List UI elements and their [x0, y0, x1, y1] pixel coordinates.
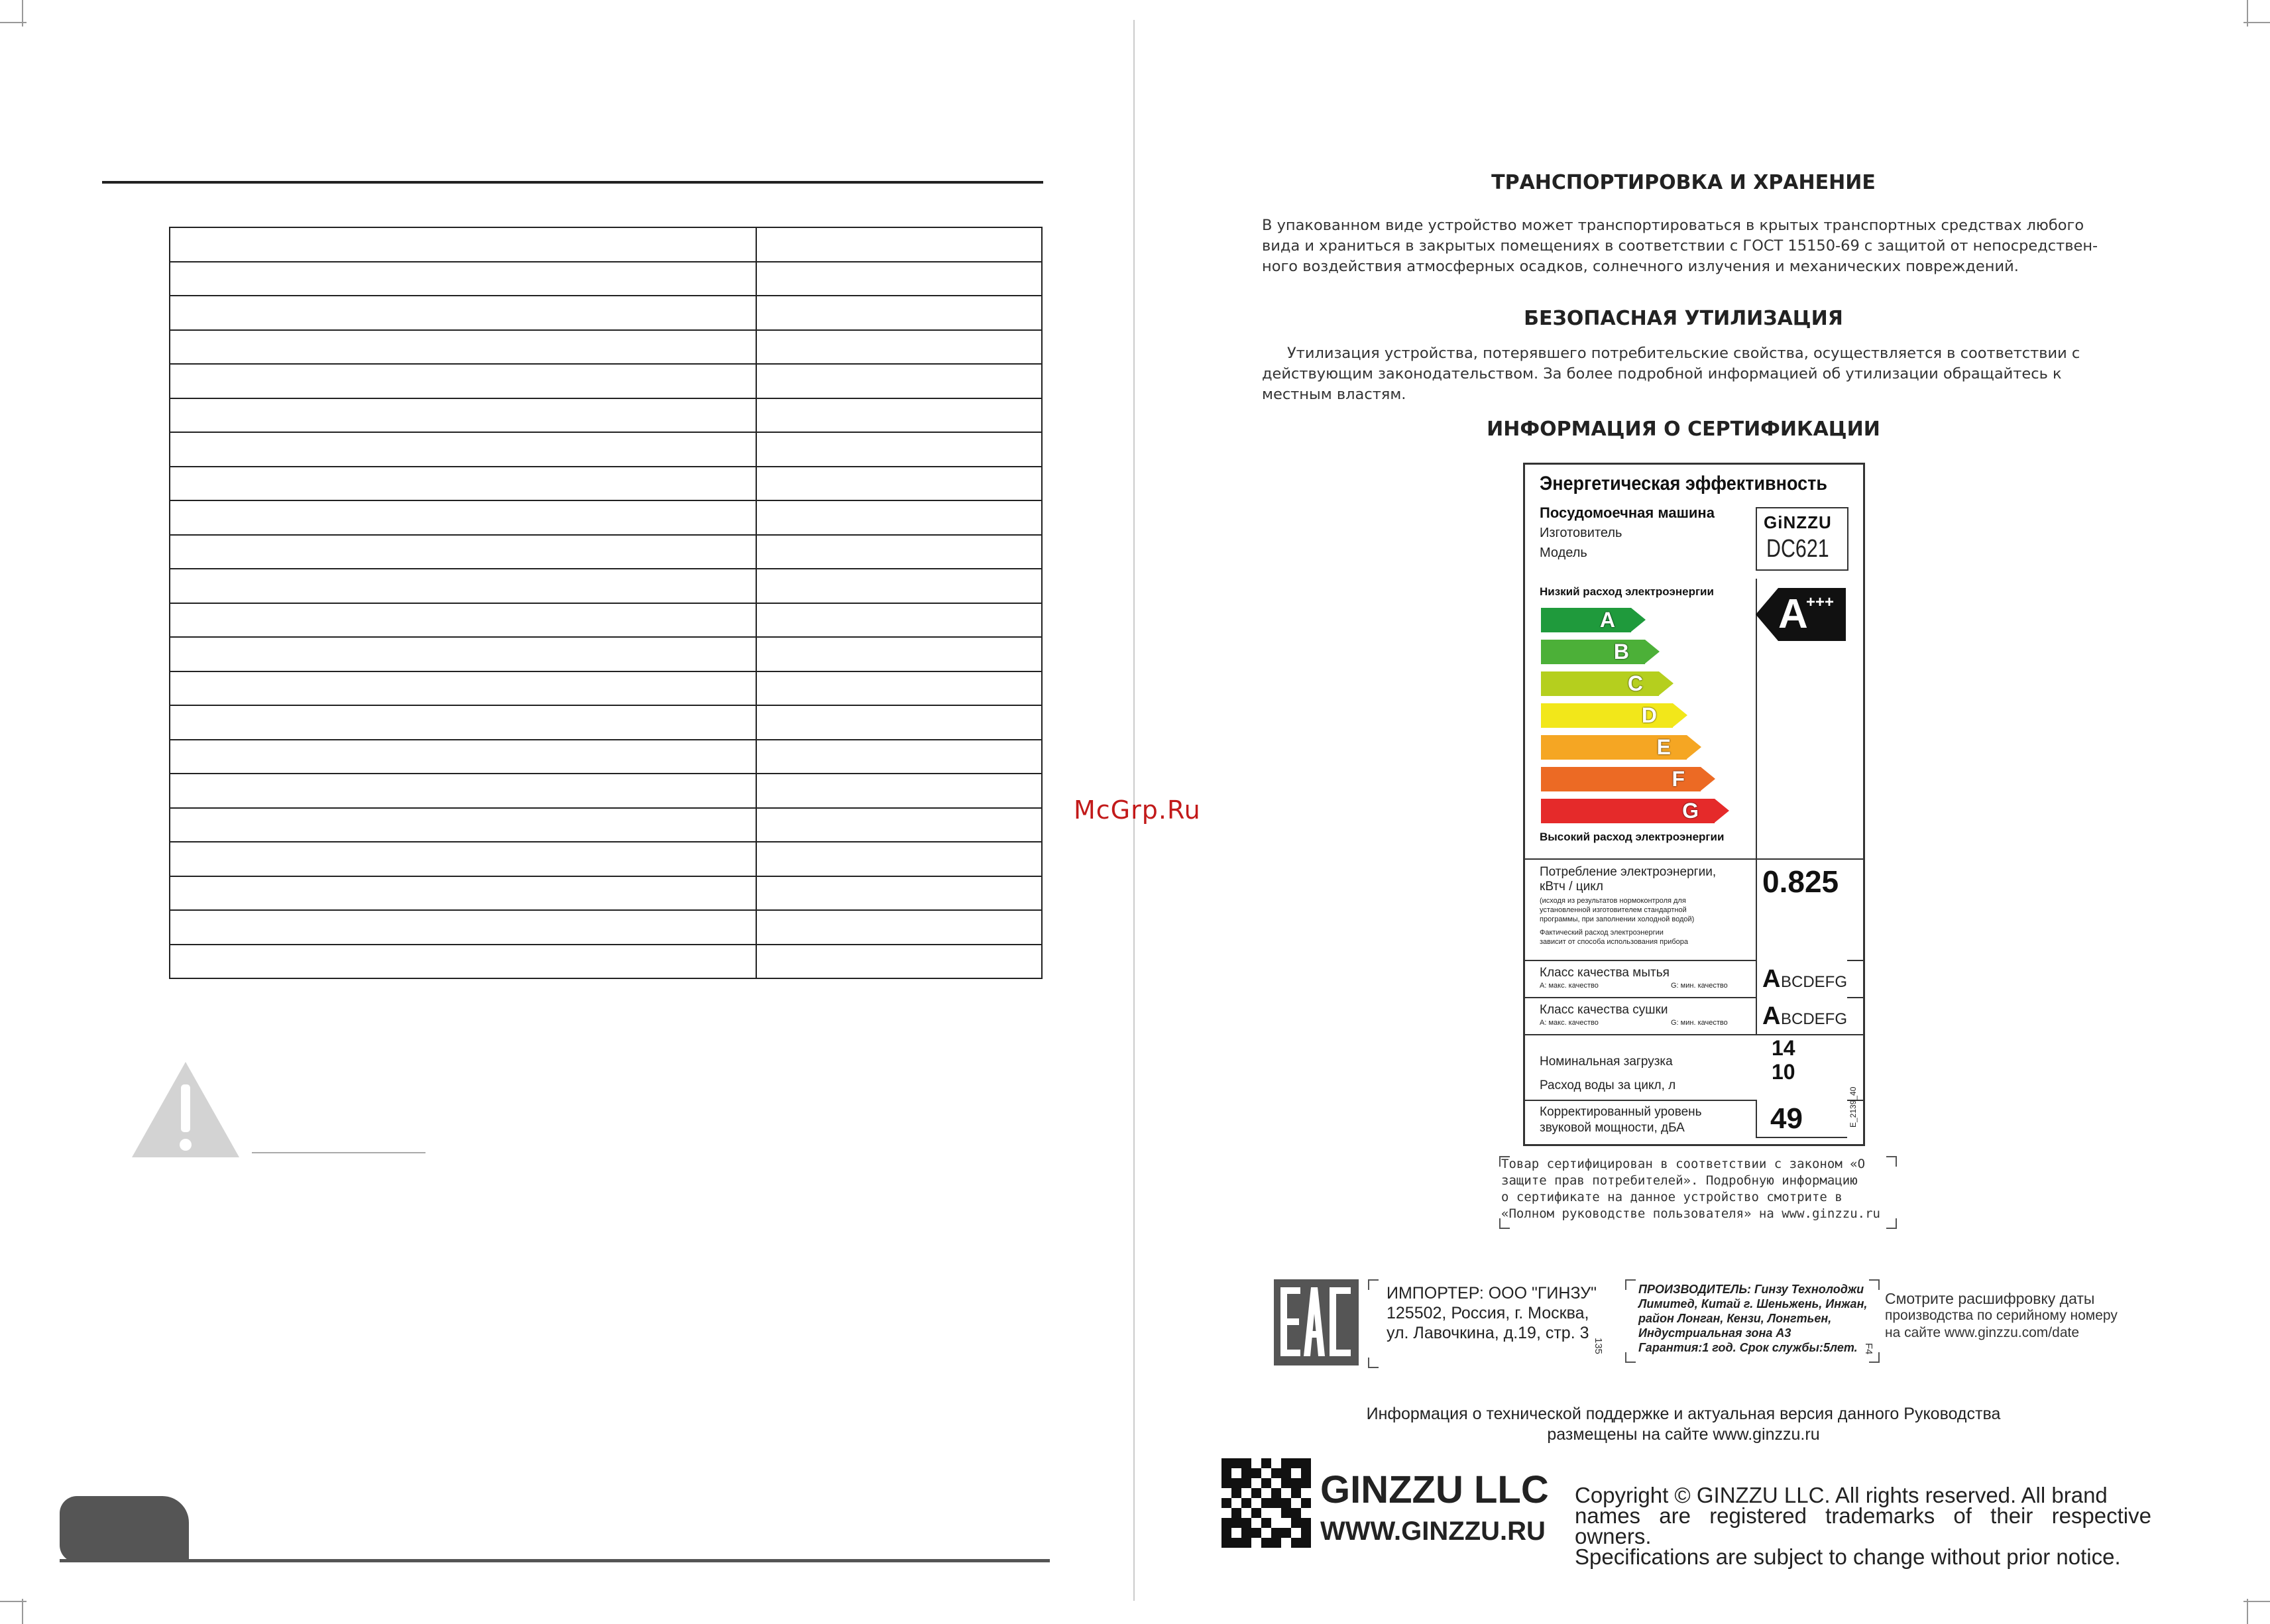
transport-text: [1262, 215, 2106, 277]
divider: [1525, 1034, 1863, 1035]
corner-mark: [1368, 1279, 1379, 1290]
text-line: местным властям.: [1262, 386, 1406, 403]
table-row: [170, 432, 1042, 467]
class-letter: F: [1672, 767, 1685, 791]
text-line: Индустриальная зона А3: [1638, 1326, 1791, 1340]
transport-heading: ТРАНСПОРТИРОВКА И ХРАНЕНИЕ: [1491, 171, 1876, 194]
text-line: ПРОИЗВОДИТЕЛЬ: Гинзу Технолоджи: [1638, 1283, 1864, 1296]
label-title: Энергетическая эффективность: [1540, 473, 1827, 494]
consumption-note: зависит от способа использования прибора: [1540, 938, 1689, 946]
table-row: [170, 227, 1042, 262]
class-bar-a: [1541, 608, 1631, 632]
class-letter: C: [1627, 671, 1643, 695]
corner-mark: [1625, 1279, 1636, 1290]
crop-mark: [22, 0, 23, 27]
text-line: «Полном руководстве пользователя» на www.ginzzu.ru: [1501, 1206, 1880, 1221]
importer-info: [1387, 1283, 1597, 1343]
text-line: район Лонган, Кензи, Лонгтьен,: [1638, 1312, 1832, 1325]
text-line: Specifications are subject to change without prior notice.: [1575, 1544, 2121, 1569]
certification-heading: ИНФОРМАЦИЯ О СЕРТИФИКАЦИИ: [1487, 418, 1880, 441]
text-line: производства по серийному номеру: [1885, 1308, 2118, 1323]
text-line: 125502, Россия, г. Москва,: [1387, 1304, 1589, 1322]
watermark: McGrp.Ru: [1074, 795, 1201, 825]
table-row: [170, 569, 1042, 603]
text-line: Лимитед, Китай г. Шеньжень, Инжан,: [1638, 1297, 1868, 1310]
table-row: [170, 262, 1042, 296]
rating-arrow: [1756, 588, 1846, 641]
warning-icon: [131, 1061, 241, 1159]
class-bar-b: [1541, 640, 1645, 664]
drying-box: [1756, 997, 1847, 1034]
class-letter: D: [1641, 703, 1657, 727]
brand-box: [1756, 507, 1848, 571]
rating-letter: A: [1778, 591, 1808, 637]
class-letter: A: [1599, 608, 1615, 632]
class-bar-f: [1541, 767, 1701, 791]
table-row: [170, 467, 1042, 501]
text-line: ИМПОРТЕР: ООО "ГИНЗУ": [1387, 1284, 1597, 1303]
support-info: [1259, 1404, 2108, 1445]
table-row: [170, 910, 1042, 945]
low-consumption-label: Низкий расход электроэнергии: [1540, 585, 1714, 598]
drying-scale-left: A: макс. качество: [1540, 1019, 1599, 1027]
class-letter: B: [1613, 640, 1629, 664]
text-line: names are registered trademarks of their respective owners.: [1575, 1503, 2151, 1548]
disposal-heading: БЕЗОПАСНАЯ УТИЛИЗАЦИЯ: [1524, 307, 1843, 330]
consumption-note: Фактический расход электроэнергии: [1540, 929, 1664, 937]
consumption-box: [1756, 860, 1847, 960]
drying-scale-right: G: мин. качество: [1671, 1019, 1728, 1027]
drying-class-rest: BCDEFG: [1781, 1010, 1848, 1028]
text-line: В упакованном виде устройство может транспортироваться в крытых транспортных средствах любого: [1262, 217, 2084, 234]
date-note: [1885, 1290, 2118, 1342]
consumption-unit: кВтч / цикл: [1540, 880, 1603, 894]
copyright-text: [1575, 1485, 2151, 1567]
rating-plus: +++: [1806, 593, 1835, 611]
consumption-value: 0.825: [1762, 864, 1839, 899]
table-row: [170, 740, 1042, 774]
text-line: ул. Лавочкина, д.19, стр. 3: [1387, 1324, 1589, 1342]
model-label: Модель: [1540, 546, 1587, 560]
text-line: Смотрите расшифровку даты: [1885, 1290, 2095, 1307]
class-bar-e: [1541, 735, 1687, 760]
noise-label: Корректированный уровень: [1540, 1105, 1702, 1119]
washing-class-rest: BCDEFG: [1781, 973, 1848, 991]
consumption-label: Потребление электроэнергии,: [1540, 865, 1717, 879]
table-row: [170, 945, 1042, 979]
text-line: ного воздействия атмосферных осадков, солнечного излучения и механических повреждений.: [1262, 258, 2019, 275]
table-row: [170, 296, 1042, 330]
text-line: Copyright © GINZZU LLC. All rights reserved. All brand: [1575, 1483, 2108, 1507]
table-row: [170, 603, 1042, 638]
table-row: [170, 774, 1042, 808]
model-value: DC621: [1766, 535, 1829, 563]
drying-class-first: A: [1762, 1002, 1781, 1030]
table-row: [170, 500, 1042, 535]
text-line: Информация о технической поддержке и актуальная версия данного Руководства: [1366, 1405, 2001, 1423]
table-row: [170, 671, 1042, 706]
corner-mark: [1368, 1358, 1379, 1368]
text-line: вида и храниться в закрытых помещениях в соответствии с ГОСТ 15150-69 с защитой от непосредствен-: [1262, 237, 2098, 255]
brand-logo: GiNZZU: [1764, 512, 1832, 532]
table-row: [170, 808, 1042, 842]
text-line: размещены на сайте www.ginzzu.ru: [1547, 1425, 1820, 1444]
washing-label: Класс качества мытья: [1540, 966, 1670, 980]
text-line: Утилизация устройства, потерявшего потребительские свойства, осуществляется в соответствии с: [1287, 345, 2080, 362]
spec-table: [169, 227, 1043, 979]
consumption-note: (исходя из результатов нормоконтроля для: [1540, 897, 1686, 905]
page-number-tab: [60, 1496, 189, 1562]
washing-scale-left: A: макс. качество: [1540, 982, 1599, 990]
crop-mark: [2247, 0, 2248, 27]
text-line: о сертификате на данное устройство смотрите в: [1501, 1190, 1843, 1204]
consumption-note: установленной изготовителем стандартной: [1540, 906, 1687, 914]
consumption-note: программы, при заполнении холодной водой): [1540, 915, 1695, 923]
washing-box: [1756, 960, 1847, 997]
table-row: [170, 535, 1042, 569]
corner-mark: [1869, 1279, 1880, 1290]
energy-label: [1523, 463, 1865, 1146]
text-line: Товар сертифицирован в соответствии с законом «О: [1501, 1157, 1866, 1171]
class-bar-d: [1541, 703, 1673, 728]
table-row: [170, 637, 1042, 671]
company-site: WWW.GINZZU.RU: [1320, 1517, 1546, 1546]
drying-label: Класс качества сушки: [1540, 1003, 1668, 1017]
table-row: [170, 330, 1042, 365]
capacity-label: Номинальная загрузка: [1540, 1055, 1673, 1069]
disposal-text: [1262, 343, 2106, 405]
high-consumption-label: Высокий расход электроэнергии: [1540, 831, 1725, 843]
appliance-type: Посудомоечная машина: [1540, 504, 1715, 521]
class-letter: E: [1656, 735, 1671, 759]
table-row: [170, 705, 1042, 740]
capacity-value: 14: [1772, 1036, 1795, 1060]
water-label: Расход воды за цикл, л: [1540, 1078, 1676, 1092]
company-name: GINZZU LLC: [1320, 1468, 1549, 1511]
text-line: защите прав потребителей». Подробную информацию: [1501, 1173, 1858, 1188]
noise-label: звуковой мощности, дБА: [1540, 1121, 1685, 1135]
text-line: действующим законодательством. За более подробной информацией об утилизации обращайтесь к: [1262, 365, 2062, 382]
qr-code-icon: [1221, 1458, 1311, 1548]
importer-code: 135: [1593, 1338, 1604, 1355]
label-code: E_2139_40: [1848, 1086, 1858, 1128]
producer-code: F4: [1863, 1343, 1874, 1355]
table-row: [170, 364, 1042, 398]
washing-class-first: A: [1762, 965, 1781, 993]
crop-mark: [22, 1599, 23, 1624]
corner-mark: [1625, 1352, 1636, 1363]
top-rule: [102, 181, 1043, 184]
table-row: [170, 842, 1042, 876]
water-value: 10: [1772, 1060, 1795, 1084]
manufacturer-label: Изготовитель: [1540, 526, 1622, 540]
class-bar-g: [1541, 799, 1715, 823]
text-line: Гарантия:1 год. Срок службы:5лет.: [1638, 1341, 1858, 1354]
crop-mark: [2247, 1599, 2248, 1624]
table-row: [170, 876, 1042, 911]
footer-rule: [60, 1559, 1050, 1562]
warning-underline: [252, 1152, 426, 1153]
text-line: на сайте www.ginzzu.com/date: [1885, 1325, 2080, 1340]
noise-box: [1756, 1100, 1847, 1138]
producer-info: [1638, 1282, 1867, 1355]
washing-scale-right: G: мин. качество: [1671, 982, 1728, 990]
table-row: [170, 398, 1042, 433]
certification-note: [1501, 1156, 1892, 1222]
noise-value: 49: [1770, 1102, 1803, 1135]
eac-mark-icon: [1274, 1279, 1359, 1365]
class-bar-c: [1541, 671, 1659, 696]
class-letter: G: [1682, 799, 1699, 823]
